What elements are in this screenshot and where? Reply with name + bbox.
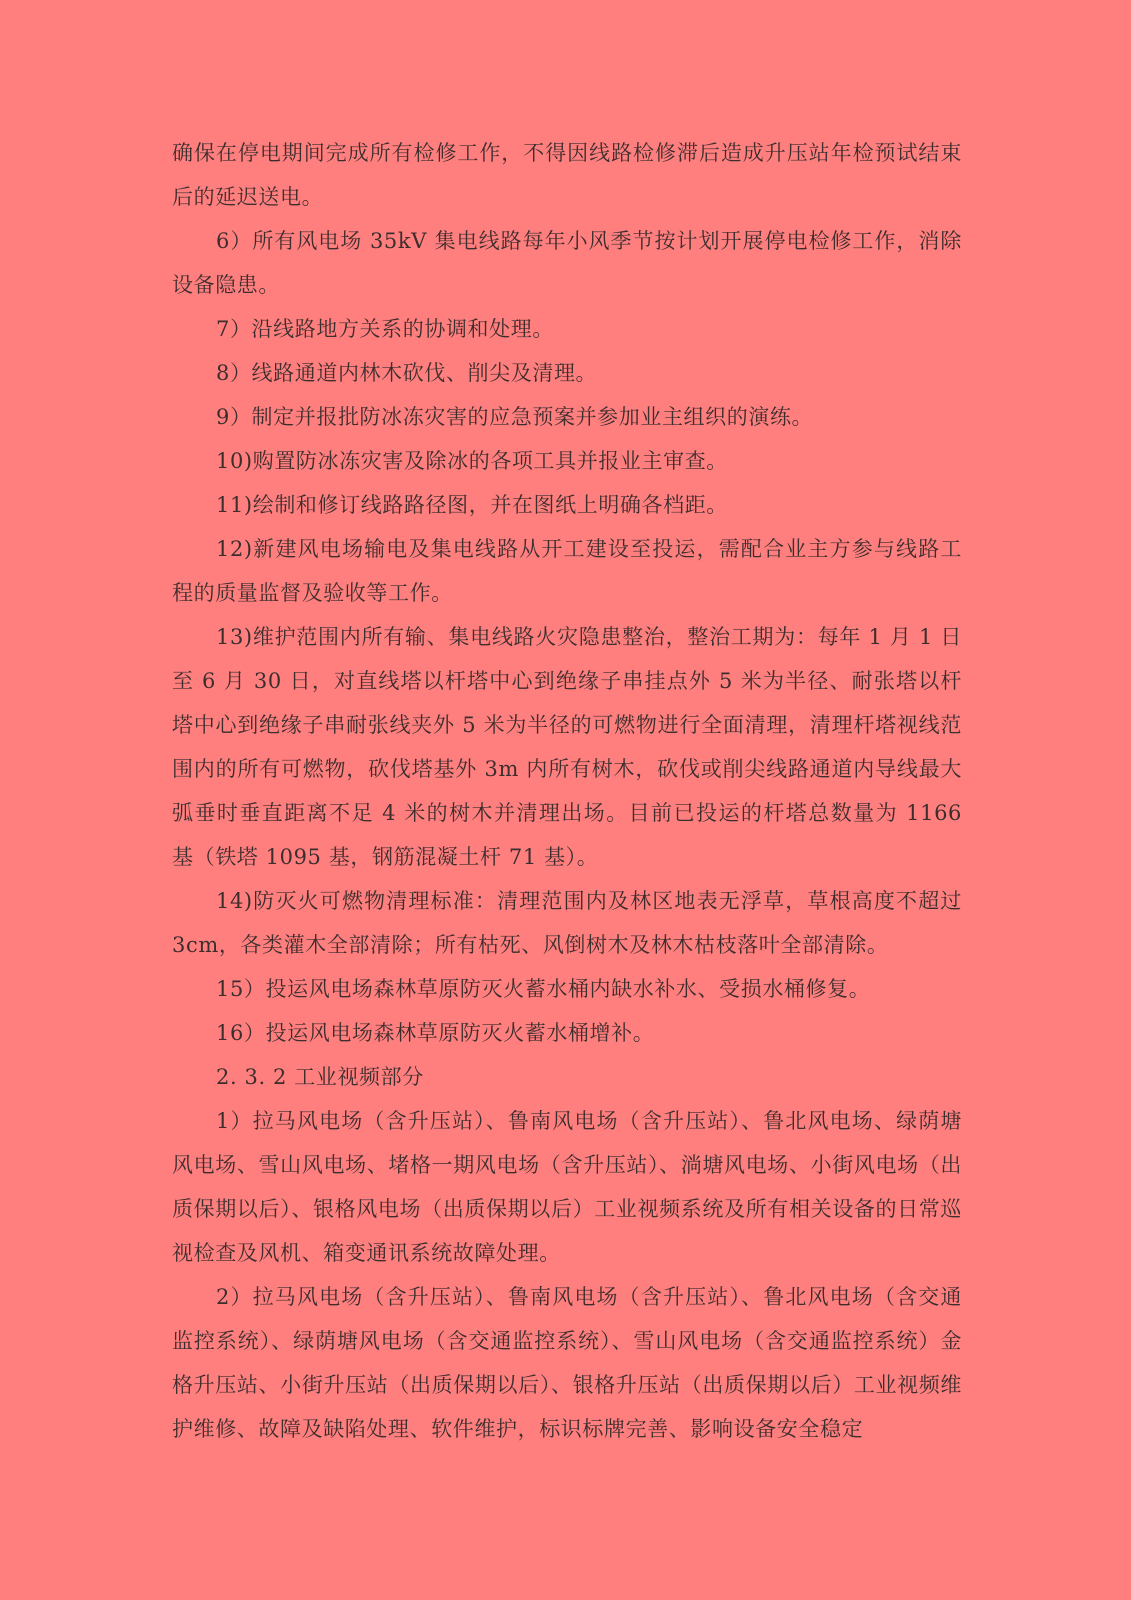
- paragraph-13: 1）拉马风电场（含升压站）、鲁南风电场（含升压站）、鲁北风电场、绿荫塘风电场、雪山风电场、堵格一期风电场（含升压站）、淌塘风电场、小街风电场（出质保期以后）、银格风电场（出质保期以后）工业视频系统及所有相关设备的日常巡视检查及风机、箱变通讯系统故障处理。: [172, 1109, 962, 1265]
- paragraph-8: 12)新建风电场输电及集电线路从开工建设至投运，需配合业主方参与线路工程的质量监督及验收等工作。: [172, 537, 962, 605]
- paragraph-6: 10)购置防冰冻灾害及除冰的各项工具并报业主审查。: [216, 449, 728, 473]
- paragraph-2: 6）所有风电场 35kV 集电线路每年小风季节按计划开展停电检修工作，消除设备隐患。: [172, 229, 962, 297]
- paragraph-4: 8）线路通道内林木砍伐、削尖及清理。: [216, 361, 598, 385]
- paragraph-3: 7）沿线路地方关系的协调和处理。: [216, 317, 554, 341]
- paragraph-12: 16）投运风电场森林草原防灭火蓄水桶增补。: [216, 1021, 655, 1045]
- paragraph-5: 9）制定并报批防冰冻灾害的应急预案并参加业主组织的演练。: [216, 405, 814, 429]
- paragraph-10: 14)防灭火可燃物清理标准：清理范围内及林区地表无浮草，草根高度不超过 3cm，各类灌木全部清除；所有枯死、风倒树木及林木枯枝落叶全部清除。: [172, 889, 962, 957]
- document-page: [172, 131, 962, 1451]
- paragraph-11: 15）投运风电场森林草原防灭火蓄水桶内缺水补水、受损水桶修复。: [216, 977, 871, 1001]
- paragraph-9: 13)维护范围内所有输、集电线路火灾隐患整治，整治工期为：每年 1 月 1 日至 6 月 30 日，对直线塔以杆塔中心到绝缘子串挂点外 5 米为半径、耐张塔以杆塔中心到绝缘子串耐张线夹外 5 米为半径的可燃物进行全面清理，清理杆塔视线范围内的所有可燃物，砍伐塔基外 3m 内所有树木，砍伐或削尖线路通道内导线最大弧垂时垂直距离不足 4 米的树木并清理出场。目前已投运的杆塔总数量为 1166 基（铁塔 1095 基，钢筋混凝土杆 71 基）。: [172, 625, 962, 869]
- paragraph-14: 2）拉马风电场（含升压站）、鲁南风电场（含升压站）、鲁北风电场（含交通监控系统）、绿荫塘风电场（含交通监控系统）、雪山风电场（含交通监控系统）金格升压站、小街升压站（出质保期以后）、银格升压站（出质保期以后）工业视频维护维修、故障及缺陷处理、软件维护，标识标牌完善、影响设备安全稳定: [172, 1285, 962, 1441]
- paragraph-1: 确保在停电期间完成所有检修工作，不得因线路检修滞后造成升压站年检预试结束后的延迟送电。: [172, 141, 962, 209]
- section-heading: 2. 3. 2 工业视频部分: [216, 1065, 424, 1089]
- paragraph-7: 11)绘制和修订线路路径图，并在图纸上明确各档距。: [216, 493, 728, 517]
